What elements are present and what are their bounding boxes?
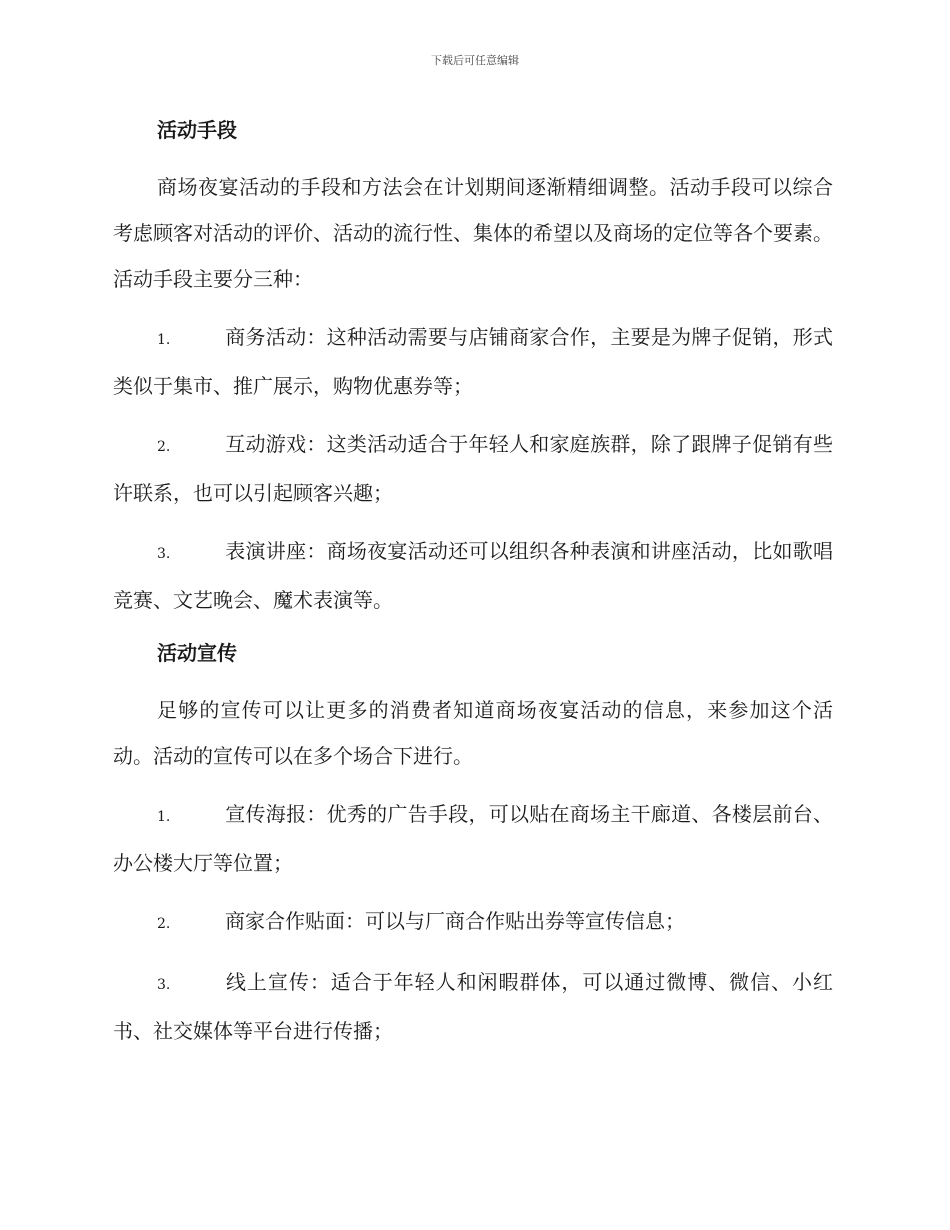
list-item-number: 2. <box>157 439 171 455</box>
header-note: 下载后可任意编辑 <box>431 54 519 67</box>
activity-promotion-list <box>113 791 833 1054</box>
list-item-text: 商务活动：这种活动需要与店铺商家合作，主要是为牌子促销，形式类似于集市、推广展示，购物优惠券等； <box>113 325 833 398</box>
list-item-number: 2. <box>157 916 171 932</box>
list-item <box>113 898 833 947</box>
list-item-text: 宣传海报：优秀的广告手段，可以贴在商场主干廊道、各楼层前台、办公楼大厅等位置； <box>113 802 833 875</box>
list-item-text: 互动游戏：这类活动适合于年轻人和家庭族群，除了跟牌子促销有些许联系，也可以引起顾客兴趣； <box>113 432 833 505</box>
list-item-text: 线上宣传：适合于年轻人和闲暇群体，可以通过微博、微信、小红书、社交媒体等平台进行传播； <box>113 970 833 1043</box>
list-item <box>113 314 833 409</box>
section-intro-activity-promotion: 足够的宣传可以让更多的消费者知道商场夜宴活动的信息，来参加这个活动。活动的宣传可以在多个场合下进行。 <box>113 698 833 768</box>
list-item-number: 1. <box>157 332 171 348</box>
list-item-text: 表演讲座：商场夜宴活动还可以组织各种表演和讲座活动，比如歌唱竞赛、文艺晚会、魔术表演等。 <box>113 539 833 612</box>
list-item <box>113 791 833 886</box>
activity-means-list <box>113 314 833 623</box>
section-title-activity-promotion: 活动宣传 <box>157 641 237 665</box>
section-title-activity-means: 活动手段 <box>157 118 237 142</box>
list-item <box>113 528 833 623</box>
list-item <box>113 421 833 516</box>
list-item-number: 3. <box>157 977 171 993</box>
list-item-text: 商家合作贴面：可以与厂商合作贴出券等宣传信息； <box>225 909 685 933</box>
section-intro-activity-means: 商场夜宴活动的手段和方法会在计划期间逐渐精细调整。活动手段可以综合考虑顾客对活动的评价、活动的流行性、集体的希望以及商场的定位等各个要素。活动手段主要分三种： <box>113 175 833 291</box>
list-item <box>113 959 833 1054</box>
document-body <box>113 112 833 1066</box>
list-item-number: 3. <box>157 546 171 562</box>
list-item-number: 1. <box>157 809 171 825</box>
